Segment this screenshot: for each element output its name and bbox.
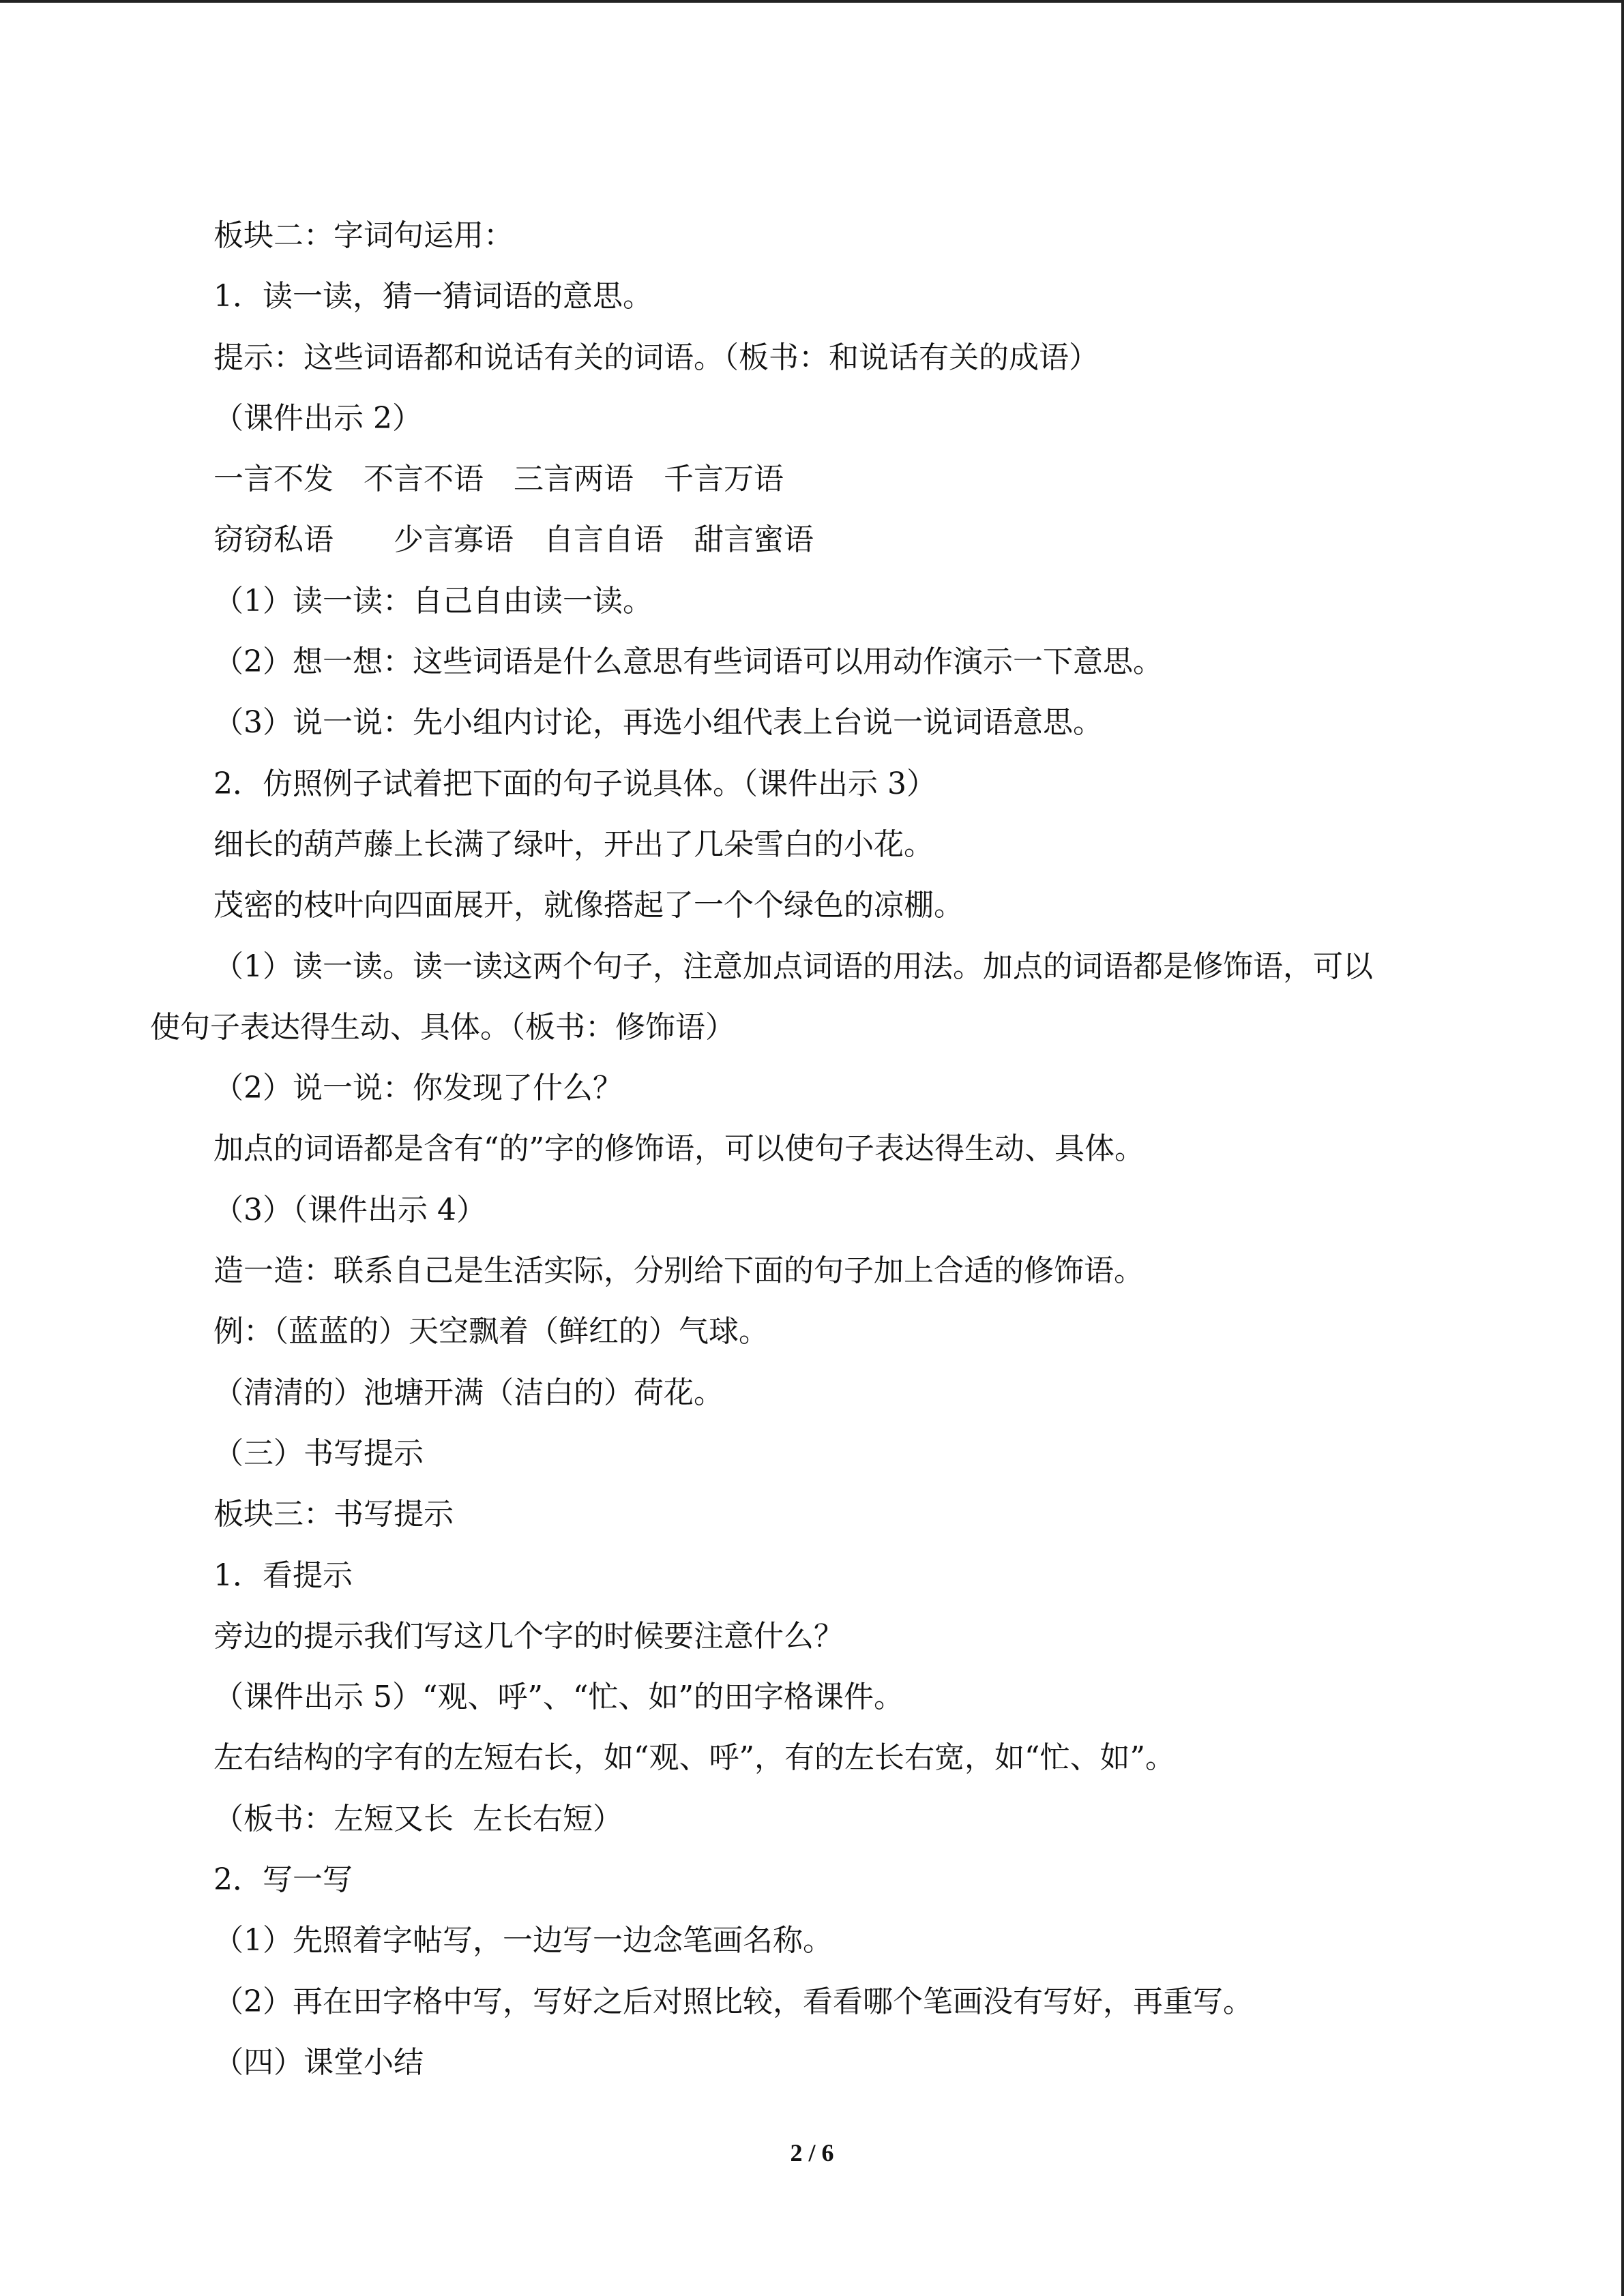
paragraph-line: 提示：这些词语都和说话有关的词语。（板书：和说话有关的成语）: [213, 340, 1099, 375]
paragraph-line: 一言不发 不言不语 三言两语 千言万语: [213, 462, 784, 497]
paragraph-line: （1）读一读。读一读这两个句子，注意加点词语的用法。加点的词语都是修饰语，可以: [213, 949, 1373, 984]
paragraph-line: （2）想一想：这些词语是什么意思有些词语可以用动作演示一下意思。: [213, 644, 1163, 680]
section-heading: 板块三：书写提示: [213, 1497, 454, 1532]
paragraph-line: 1．读一读，猜一猜词语的意思。: [213, 279, 653, 314]
paragraph-line: （2）再在田字格中写，写好之后对照比较，看看哪个笔画没有写好，再重写。: [213, 1984, 1253, 2019]
paragraph-line: 细长的葫芦藤上长满了绿叶，开出了几朵雪白的小花。: [213, 826, 934, 862]
paragraph-line: （课件出示 5）“观、呼”、“忙、如”的田字格课件。: [213, 1680, 904, 1715]
document-body: [0, 205, 1624, 2093]
section-heading: （四）课堂小结: [213, 2044, 424, 2080]
paragraph-line: 2．写一写: [213, 1862, 353, 1898]
paragraph-line: （板书：左短又长 左长右短）: [213, 1801, 623, 1836]
page-number: 2 / 6: [790, 2139, 834, 2166]
paragraph-line-continuation: 使句子表达得生动、具体。（板书：修饰语）: [150, 1009, 735, 1045]
paragraph-line: 旁边的提示我们写这几个字的时候要注意什么？: [213, 1618, 844, 1654]
paragraph-line: （1）读一读：自己自由读一读。: [213, 583, 653, 618]
paragraph-line: （1）先照着字帖写，一边写一边念笔画名称。: [213, 1923, 833, 1958]
paragraph-line: 加点的词语都是含有“的”字的修饰语，可以使句子表达得生动、具体。: [213, 1131, 1145, 1167]
paragraph-line: （2）说一说：你发现了什么？: [213, 1071, 623, 1106]
paragraph-line: （3）说一说：先小组内讨论，再选小组代表上台说一说词语意思。: [213, 705, 1103, 741]
paragraph-line: 茂密的枝叶向四面展开，就像搭起了一个个绿色的凉棚。: [213, 888, 964, 923]
section-heading: （三）书写提示: [213, 1435, 424, 1471]
paragraph-line: 窃窃私语 少言寡语 自言自语 甜言蜜语: [213, 522, 814, 558]
paragraph-line: 例：（蓝蓝的）天空飘着（鲜红的）气球。: [213, 1314, 769, 1350]
paragraph-line: （清清的）池塘开满（洁白的）荷花。: [213, 1375, 724, 1410]
paragraph-line: 1．看提示: [213, 1557, 353, 1593]
paragraph-line: 板块二：字词句运用：: [213, 218, 514, 253]
paragraph-line: 2．仿照例子试着把下面的句子说具体。（课件出示 3）: [213, 766, 936, 801]
paragraph-line: 造一造：联系自己是生活实际，分别给下面的句子加上合适的修饰语。: [213, 1253, 1144, 1289]
paragraph-line: （课件出示 2）: [213, 400, 422, 436]
paragraph-line: （3）（课件出示 4）: [213, 1192, 486, 1227]
paragraph-line: 左右结构的字有的左短右长，如“观、呼”，有的左长右宽，如“忙、如”。: [213, 1740, 1175, 1776]
